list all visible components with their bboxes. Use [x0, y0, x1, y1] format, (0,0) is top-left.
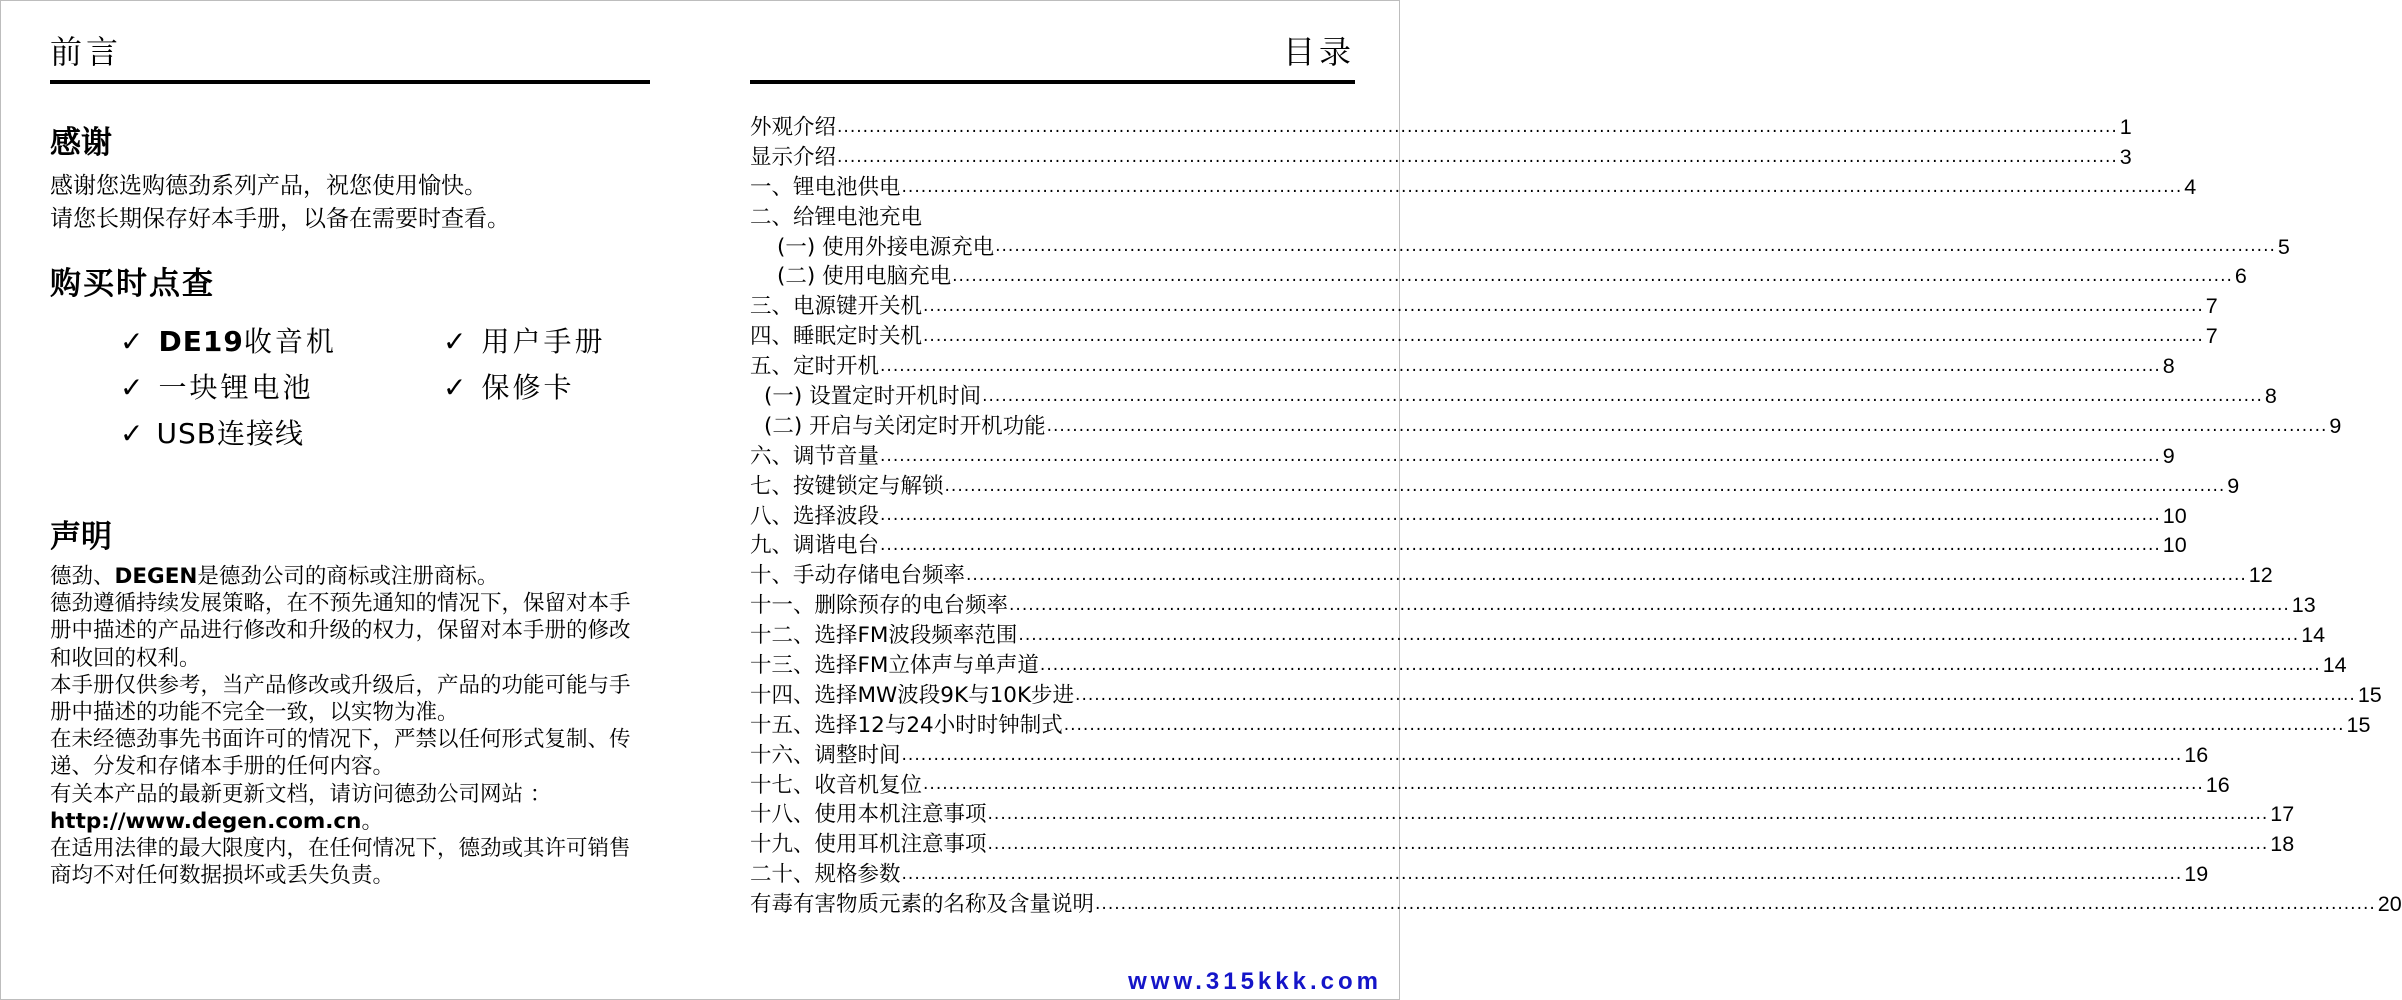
toc-entry[interactable]	[750, 711, 2371, 741]
purchase-check-heading: 购买时点查	[50, 266, 215, 302]
toc-entry[interactable]	[750, 561, 2273, 591]
toc-entry[interactable]	[750, 860, 2209, 890]
page-title-contents: 目录	[1282, 33, 1355, 71]
toc-entry[interactable]	[750, 173, 2197, 203]
toc-leader-dots: ........................................................................................................................................................................................................	[923, 774, 2204, 795]
page-title-preface: 前言	[50, 33, 123, 71]
toc-leader-dots: ........................................................................................................................................................................................................	[880, 505, 2161, 526]
toc-leader-dots: ........................................................................................................................................................................................................	[987, 804, 2269, 825]
toc-entry[interactable]	[750, 621, 2326, 651]
toc-page-number: 9	[2329, 413, 2342, 438]
right-page	[750, 30, 2402, 920]
toc-entry-label: (二) 使用电脑充电	[777, 264, 952, 290]
toc-entry[interactable]	[750, 800, 2295, 830]
website-link[interactable]: http://www.degen.com.cn	[50, 808, 362, 834]
toc-entry-label: 二、给锂电池充电	[750, 204, 923, 230]
toc-entry[interactable]	[750, 741, 2209, 771]
toc-entry-label: 八、选择波段	[750, 503, 880, 529]
checkmark-icon: ✓	[443, 325, 470, 358]
toc-entry-label: 六、调节音量	[750, 443, 880, 469]
toc-entry-label: 一、锂电池供电	[750, 174, 901, 200]
toc-entry[interactable]	[750, 292, 2218, 322]
toc-entry[interactable]	[750, 352, 2175, 382]
toc-page-number: 19	[2184, 862, 2209, 887]
toc-entry-label: 十二、选择FM波段频率范围	[750, 623, 1018, 649]
toc-entry[interactable]	[750, 890, 2402, 920]
checklist-item	[443, 322, 605, 362]
declaration-paragraph: 在未经德劲事先书面许可的情况下，严禁以任何形式复制、传递、分发和存储本手册的任何内容。	[50, 727, 631, 780]
toc-page-number: 14	[2301, 623, 2326, 648]
toc-leader-dots: ........................................................................................................................................................................................................	[1009, 595, 2290, 616]
thanks-line: 感谢您选购德劲系列产品，祝您使用愉快。	[50, 173, 487, 199]
declaration-paragraph: 有关本产品的最新更新文档，请访问德劲公司网站 ：	[50, 781, 552, 807]
toc-leader-dots: ........................................................................................................................................................................................................	[901, 176, 2183, 197]
toc-entry[interactable]	[750, 382, 2277, 412]
thanks-body	[50, 170, 650, 236]
toc-entry[interactable]	[750, 442, 2175, 472]
checklist-item-label: USB连接线	[156, 417, 304, 450]
toc-page-number: 4	[2184, 174, 2197, 199]
toc-entry-label: 十八、使用本机注意事项	[750, 802, 987, 828]
toc-page-number: 6	[2234, 264, 2247, 289]
toc-page-number: 9	[2227, 473, 2240, 498]
toc-page-number: 15	[2357, 682, 2382, 707]
toc-leader-dots: ........................................................................................................................................................................................................	[837, 116, 2118, 137]
declaration-text: 是德劲公司的商标或注册商标。	[197, 564, 499, 589]
toc-entry-label: 十七、收音机复位	[750, 772, 923, 798]
toc-leader-dots: ........................................................................................................................................................................................................	[1018, 625, 2300, 646]
toc-leader-dots: ........................................................................................................................................................................................................	[1063, 714, 2345, 735]
toc-entry[interactable]	[750, 502, 2187, 532]
thanks-line: 请您长期保存好本手册，以备在需要时查看。	[50, 206, 510, 232]
toc-page-number: 8	[2264, 384, 2277, 408]
toc-entry-label: 十、手动存储电台频率	[750, 563, 966, 589]
toc-leader-dots: ........................................................................................................................................................................................................	[987, 834, 2269, 855]
toc-entry[interactable]	[750, 262, 2247, 292]
brand-name: DEGEN	[114, 564, 198, 589]
checklist-item-model: DE19	[158, 325, 244, 358]
declaration-text: 。	[361, 808, 384, 834]
declaration-paragraph: 在适用法律的最大限度内，在任何情况下，德劲或其许可销售商均不对任何数据损坏或丢失负责。	[50, 836, 631, 889]
toc-entry-label: (一) 使用外接电源充电	[777, 234, 995, 260]
toc-page-number: 7	[2205, 294, 2218, 319]
toc-entry-label: 三、电源键开关机	[750, 294, 923, 320]
toc-page-number: 1	[2119, 114, 2132, 139]
toc-leader-dots: ........................................................................................................................................................................................................	[1046, 415, 2328, 436]
toc-page-number: 18	[2270, 832, 2295, 857]
toc-entry-label: 十一、删除预存的电台频率	[750, 593, 1009, 619]
toc-entry-label: 十五、选择12与24小时时钟制式	[750, 712, 1063, 738]
toc-leader-dots: ........................................................................................................................................................................................................	[880, 535, 2161, 556]
toc-leader-dots: ........................................................................................................................................................................................................	[952, 266, 2233, 287]
toc-entry-label: 七、按键锁定与解锁	[750, 473, 944, 499]
toc-entry[interactable]	[750, 203, 1355, 233]
checklist-item	[120, 322, 337, 362]
toc-page-number: 10	[2162, 533, 2187, 558]
toc-page-number: 8	[2162, 354, 2175, 379]
title-rule	[50, 80, 650, 84]
toc-entry[interactable]	[750, 531, 2187, 561]
toc-leader-dots: ........................................................................................................................................................................................................	[1039, 654, 2321, 675]
checklist-item-label: 用户手册	[481, 325, 606, 358]
checkmark-icon: ✓	[120, 371, 147, 404]
checkmark-icon: ✓	[120, 325, 147, 358]
toc-entry[interactable]	[750, 771, 2230, 801]
toc-leader-dots: ........................................................................................................................................................................................................	[837, 146, 2118, 167]
checklist-item-label: 保修卡	[481, 371, 575, 404]
toc-entry[interactable]	[750, 651, 2347, 681]
toc-leader-dots: ........................................................................................................................................................................................................	[995, 236, 2276, 257]
toc-page-number: 20	[2377, 892, 2402, 917]
declaration-body	[50, 563, 650, 889]
title-rule	[750, 80, 1355, 84]
toc-leader-dots: ........................................................................................................................................................................................................	[1095, 894, 2376, 915]
toc-page-number: 17	[2270, 802, 2295, 827]
toc-page-number: 3	[2119, 144, 2132, 169]
toc-entry[interactable]	[750, 143, 2132, 173]
toc-page-number: 16	[2184, 742, 2209, 767]
checklist-item	[443, 368, 574, 408]
toc-leader-dots: ........................................................................................................................................................................................................	[944, 475, 2226, 496]
declaration-paragraph	[50, 808, 650, 835]
toc-entry-label: 十六、调整时间	[750, 742, 901, 768]
toc-leader-dots: ........................................................................................................................................................................................................	[923, 326, 2204, 347]
declaration-paragraph: 本手册仅供参考，当产品修改或升级后，产品的功能可能与手册中描述的功能不完全一致，以实物为准。	[50, 672, 631, 726]
table-of-contents	[750, 113, 2402, 920]
toc-entry-label: 十九、使用耳机注意事项	[750, 832, 987, 858]
toc-entry-label: 十三、选择FM立体声与单声道	[750, 653, 1039, 679]
toc-entry[interactable]	[750, 472, 2240, 502]
toc-page-number: 9	[2162, 443, 2175, 468]
toc-page-number: 14	[2322, 653, 2347, 678]
toc-entry[interactable]	[750, 113, 2132, 143]
toc-entry[interactable]	[750, 233, 2290, 263]
checklist-item-label: 一块锂电池	[158, 371, 314, 404]
checklist-item-label: 收音机	[243, 325, 337, 358]
declaration-text: 德劲、	[50, 564, 115, 589]
toc-leader-dots: ........................................................................................................................................................................................................	[982, 385, 2263, 406]
toc-entry[interactable]	[750, 412, 2342, 442]
toc-leader-dots: ........................................................................................................................................................................................................	[1075, 684, 2356, 705]
purchase-checklist	[50, 322, 650, 462]
toc-page-number: 10	[2162, 503, 2187, 528]
toc-entry-label: 四、睡眠定时关机	[750, 324, 923, 350]
toc-entry-label: 十四、选择MW波段9K与10K步进	[750, 682, 1075, 708]
toc-entry[interactable]	[750, 830, 2295, 860]
checkmark-icon: ✓	[443, 371, 470, 404]
toc-page-number: 13	[2291, 593, 2316, 618]
toc-entry[interactable]	[750, 322, 2218, 352]
toc-entry-label: 五、定时开机	[750, 354, 880, 380]
checklist-item	[120, 368, 313, 408]
toc-leader-dots: ........................................................................................................................................................................................................	[901, 744, 2183, 765]
toc-leader-dots: ........................................................................................................................................................................................................	[966, 565, 2247, 586]
declaration-paragraph: 德劲遵循持续发展策略，在不预先通知的情况下，保留对本手册中描述的产品进行修改和升级的权力，保留对本手册的修改和收回的权利。	[50, 591, 631, 671]
toc-entry-label: 外观介绍	[750, 114, 837, 140]
toc-entry-label: 有毒有害物质元素的名称及含量说明	[750, 892, 1095, 918]
toc-entry-label: 九、调谐电台	[750, 533, 880, 559]
toc-page-number: 12	[2248, 563, 2273, 588]
checklist-item	[120, 414, 304, 454]
toc-page-number: 5	[2277, 234, 2290, 259]
toc-leader-dots: ........................................................................................................................................................................................................	[880, 356, 2161, 377]
toc-leader-dots: ........................................................................................................................................................................................................	[880, 445, 2161, 466]
toc-leader-dots: ........................................................................................................................................................................................................	[901, 864, 2183, 885]
toc-leader-dots: ........................................................................................................................................................................................................	[923, 296, 2204, 317]
left-page	[50, 30, 650, 889]
toc-entry-label: 显示介绍	[750, 144, 837, 170]
toc-page-number: 16	[2205, 772, 2230, 797]
toc-entry-label: (一) 设置定时开机时间	[764, 384, 982, 409]
checkmark-icon: ✓	[120, 417, 145, 450]
watermark: www.315kkk.com	[1128, 968, 1382, 995]
toc-page-number: 15	[2346, 712, 2371, 737]
toc-page-number: 7	[2205, 324, 2218, 349]
declaration-heading: 声明	[50, 519, 112, 555]
toc-entry-label: (二) 开启与关闭定时开机功能	[764, 413, 1046, 439]
toc-entry-label: 二十、规格参数	[750, 862, 901, 888]
toc-entry[interactable]	[750, 591, 2316, 621]
thanks-heading: 感谢	[50, 125, 112, 161]
toc-entry[interactable]	[750, 681, 2382, 711]
declaration-paragraph	[50, 563, 650, 590]
